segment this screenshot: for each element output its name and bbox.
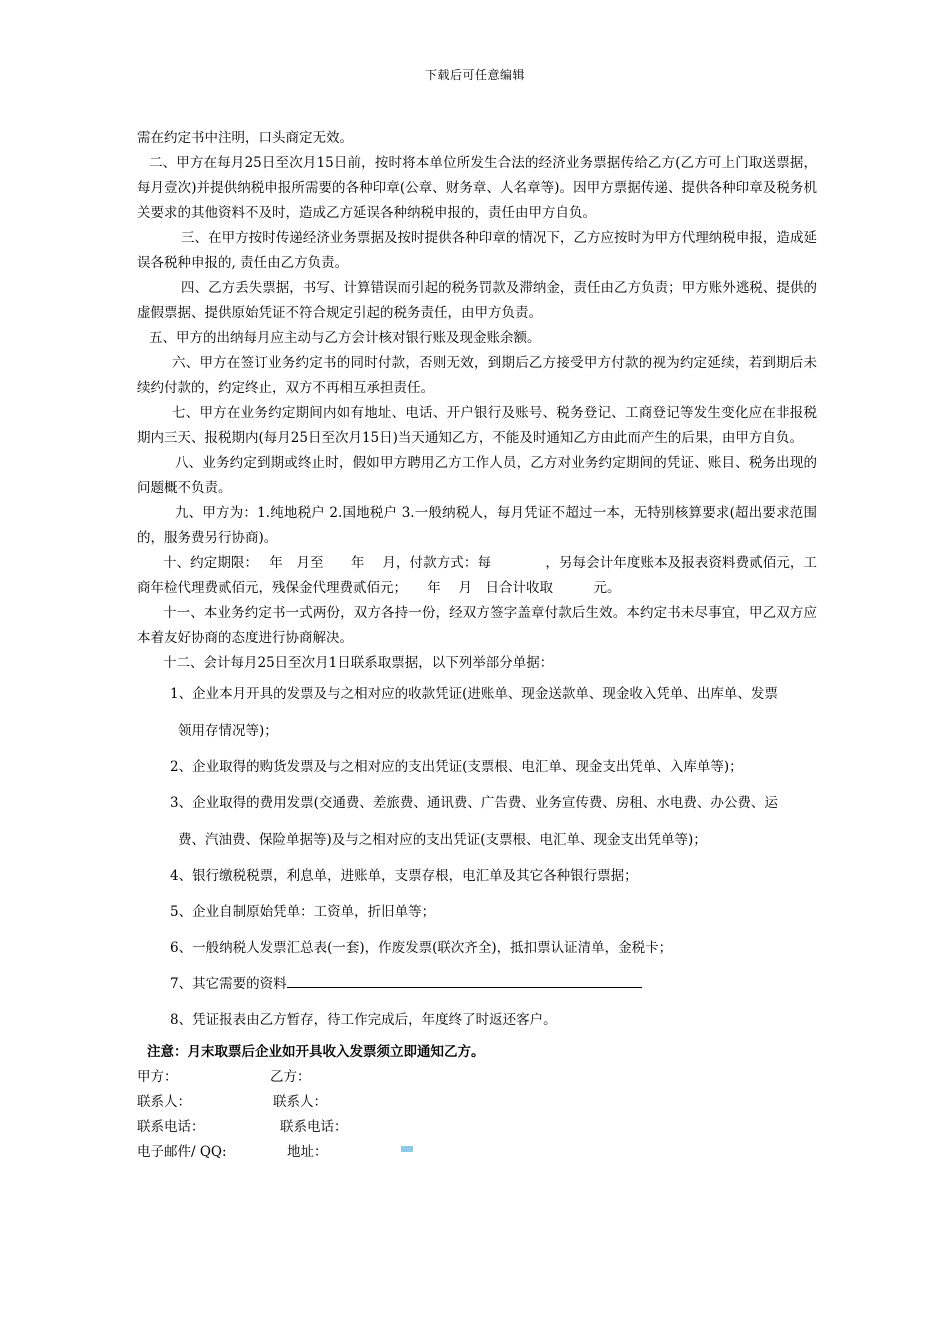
paragraph-5: 五、甲方的出纳每月应主动与乙方会计核对银行账及现金账余额。 xyxy=(149,330,541,346)
list-item-continuation: 领用存情况等)； xyxy=(178,723,278,739)
contact-person-a-label: 联系人： xyxy=(137,1094,191,1110)
paragraph-11: 十一、本业务约定书一式两份，双方各持一份，经双方签字盖章付款后生效。本约定书未尽事宜，甲乙双方应本着友好协商的态度进行协商解决。 xyxy=(137,605,817,646)
list-item xyxy=(137,864,817,889)
list-item-text: 4、银行缴税税票，利息单，进账单，支票存根，电汇单及其它各种银行票据； xyxy=(170,868,638,884)
contact-person-b-label: 联系人： xyxy=(273,1094,327,1110)
paragraph-7: 七、甲方在业务约定期间内如有地址、电话、开户银行及账号、税务登记、工商登记等发生变化应在非报税期内三天、报税期内(每月25日至次月15日)当天通知乙方，不能及时通知乙方由此而产生的后果，由甲方自负。 xyxy=(137,405,817,446)
list-item xyxy=(137,791,817,853)
paragraph-3: 三、在甲方按时传递经济业务票据及按时提供各种印章的情况下，乙方应按时为甲方代理纳税申报，造成延误各税种申报的, 责任由乙方负责。 xyxy=(137,230,817,271)
list-item-text: 6、一般纳税人发票汇总表(一套)，作废发票(联次齐全)，抵扣票认证清单，金税卡； xyxy=(170,940,673,956)
list-item xyxy=(137,755,817,780)
paragraph-1: 需在约定书中注明，口头商定无效。 xyxy=(137,130,353,146)
list-item-text: 2、企业取得的购货发票及与之相对应的支出凭证(支票根、电汇单、现金支出凭单、入库单等)； xyxy=(170,759,743,775)
party-b-label: 乙方： xyxy=(270,1069,311,1085)
phone-a-label: 联系电话： xyxy=(137,1119,205,1135)
important-note: 注意：月末取票后企业如开具收入发票须立即通知乙方。 xyxy=(147,1044,485,1060)
list-item xyxy=(137,682,817,744)
list-item-text: 5、企业自制原始凭单：工资单，折旧单等； xyxy=(170,904,436,920)
highlight-mark xyxy=(401,1146,413,1152)
email-qq-label: 电子邮件/ QQ: xyxy=(137,1144,227,1160)
list-item-text: 7、其它需要的资料 xyxy=(170,976,287,992)
party-a-label: 甲方： xyxy=(137,1069,178,1085)
list-item-text: 1、企业本月开具的发票及与之相对应的收款凭证(进账单、现金送款单、现金收入凭单、出库单、发票 xyxy=(170,686,778,702)
contact-row xyxy=(137,1115,817,1140)
list-item xyxy=(137,972,817,997)
page-header: 下载后可任意编辑 xyxy=(424,68,525,82)
paragraph-8: 八、业务约定到期或终止时，假如甲方聘用乙方工作人员，乙方对业务约定期间的凭证、账目、税务出现的问题概不负责。 xyxy=(137,455,817,496)
fill-in-underline xyxy=(287,973,642,988)
list-item-text: 8、凭证报表由乙方暂存，待工作完成后，年度终了时返还客户。 xyxy=(170,1012,557,1028)
list-item xyxy=(137,1008,817,1033)
contact-row xyxy=(137,1090,817,1115)
paragraph-12: 十二、会计每月25日至次月1日联系取票据，以下列举部分单据： xyxy=(163,655,554,671)
address-label: 地址： xyxy=(287,1144,328,1160)
document-list xyxy=(137,682,817,1033)
list-item-continuation: 费、汽油费、保险单据等)及与之相对应的支出凭证(支票根、电汇单、现金支出凭单等)； xyxy=(178,832,707,848)
paragraph-4: 四、乙方丢失票据，书写、计算错误而引起的税务罚款及滞纳金，责任由乙方负责；甲方账外逃税、提供的虚假票据、提供原始凭证不符合规定引起的税务责任，由甲方负责。 xyxy=(137,280,817,321)
paragraph-6: 六、甲方在签订业务约定书的同时付款，否则无效，到期后乙方接受甲方付款的视为约定延续，若到期后未续约付款的，约定终止，双方不再相互承担责任。 xyxy=(137,355,817,396)
paragraph-9: 九、甲方为：1.纯地税户 2.国地税户 3.一般纳税人，每月凭证不超过一本，无特别核算要求(超出要求范围的，服务费另行协商)。 xyxy=(137,505,817,546)
contact-row xyxy=(137,1065,817,1090)
contact-block xyxy=(137,1065,817,1165)
paragraph-10: 十、约定期限： 年 月至 年 月，付款方式：每 ，另每会计年度账本及报表资料费贰佰元，工商年检代理费贰佰元，残保金代理费贰佰元； 年 月 日合计收取 元。 xyxy=(137,555,817,596)
contract-body xyxy=(137,126,817,1165)
list-item-text: 3、企业取得的费用发票(交通费、差旅费、通讯费、广告费、业务宣传费、房租、水电费、办公费、运 xyxy=(170,795,778,811)
phone-b-label: 联系电话： xyxy=(280,1119,348,1135)
list-item xyxy=(137,900,817,925)
contact-row xyxy=(137,1140,817,1165)
paragraph-2: 二、甲方在每月25日至次月15日前，按时将本单位所发生合法的经济业务票据传给乙方(乙方可上门取送票据，每月壹次)并提供纳税申报所需要的各种印章(公章、财务章、人名章等)。因甲方票据传递、提供各种印章及税务机关要求的其他资料不及时，造成乙方延误各种纳税申报的，责任由甲方自负。 xyxy=(137,155,817,221)
list-item xyxy=(137,936,817,961)
